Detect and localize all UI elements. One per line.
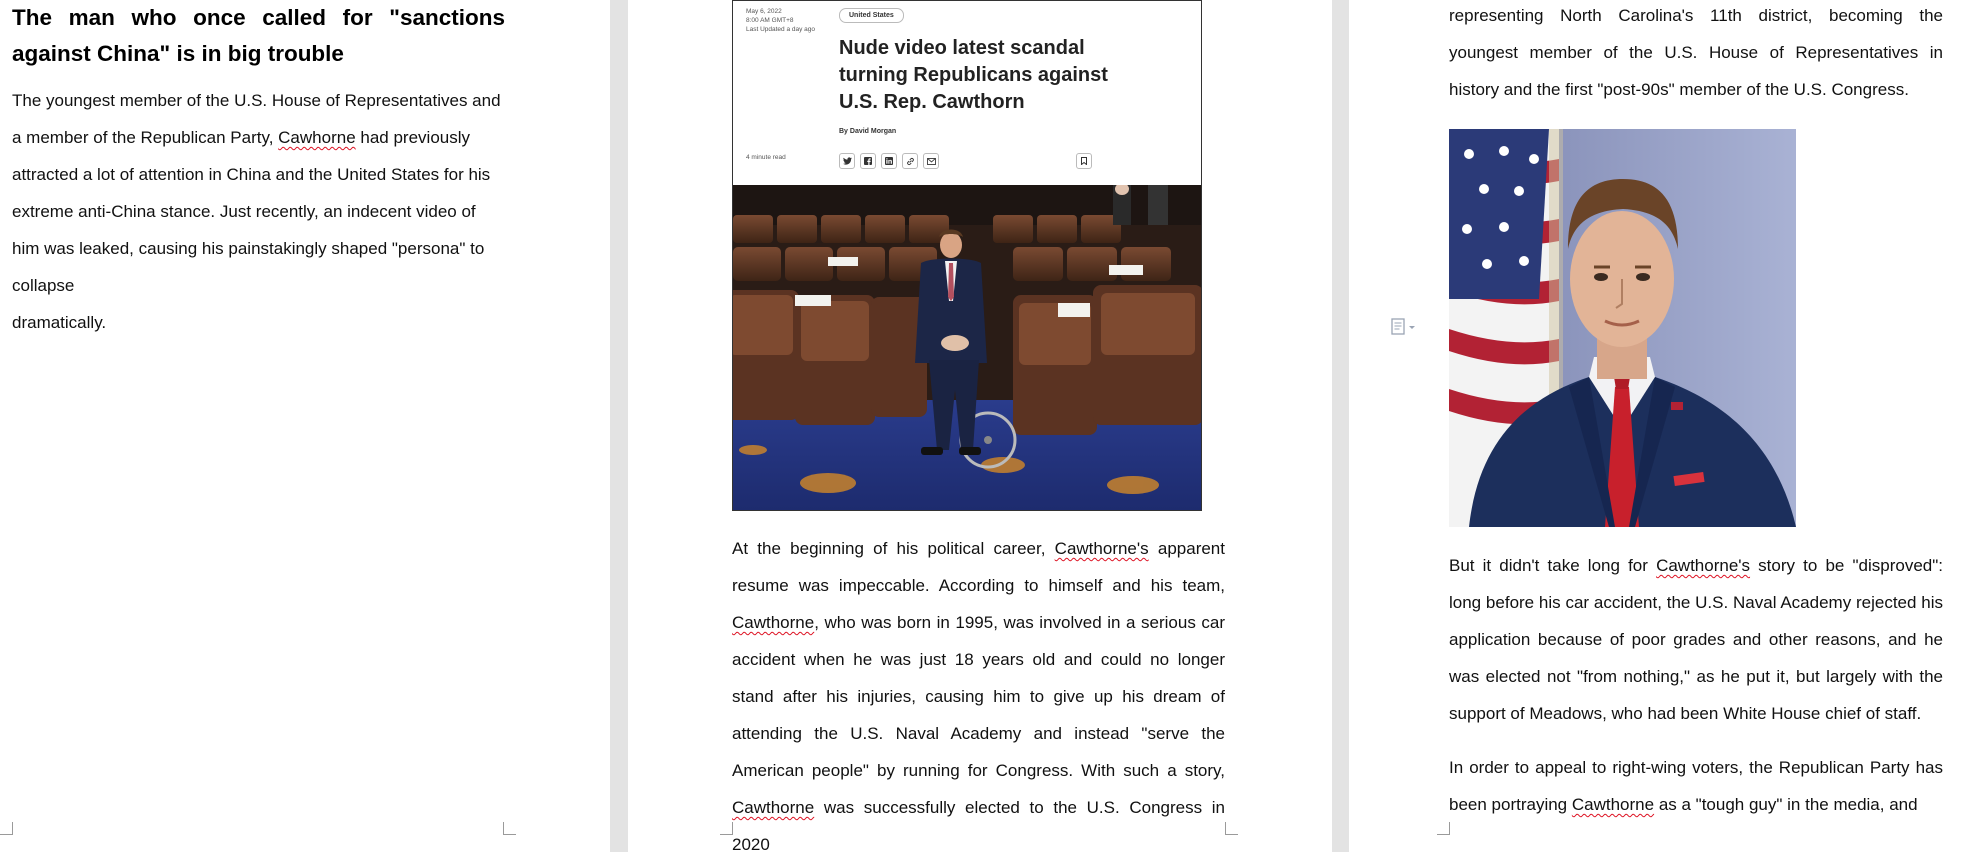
continued-paragraph: representing North Carolina's 11th district, becoming the youngest member of the U.S. House of Representatives in history and the first "post-90s" member of the U.S. Congress. (1449, 6, 1943, 99)
misspelled-word: Cawthorne's (1054, 539, 1149, 558)
link-icon (902, 153, 918, 169)
cawthorn-portrait (1449, 129, 1796, 527)
disproved-paragraph (1449, 547, 1943, 732)
crop-mark (503, 822, 516, 835)
text-run: At the beginning of his political career, (732, 539, 1055, 558)
article-headline: Nude video latest scandal turning Republicans against U.S. Rep. Cawthorn (839, 37, 1108, 113)
email-icon (923, 153, 939, 169)
misspelled-word: Cawthorne (732, 613, 815, 632)
document-page-3 (1349, 0, 1986, 852)
text-run: had previously attracted a lot of attention in China and the United States for his extreme anti-China stance. Just recently, an indecent video of him was leaked, causing his painstakingly shaped "persona" to collapse (12, 128, 491, 295)
text-run: as a "tough guy" in the media, and (1654, 795, 1918, 814)
paste-options-icon[interactable] (1390, 317, 1418, 337)
news-article-screenshot (732, 0, 1202, 511)
misspelled-word: Cawhorne (278, 128, 356, 147)
article-title: The man who once called for "sanctions against China" is in big trouble (12, 5, 505, 66)
bookmark-icon (1076, 153, 1092, 169)
text-run: In order to appeal to right-wing voters, the Republican Party has been portraying (1449, 758, 1943, 814)
career-paragraph (732, 530, 1225, 852)
read-time: 4 minute read (746, 154, 786, 161)
twitter-icon (839, 153, 855, 169)
crop-mark (1437, 822, 1450, 835)
misspelled-word: Cawthorne (732, 798, 815, 817)
text-run: was successfully elected to the U.S. Congress in 2020 (732, 798, 1225, 852)
text-run: But it didn't take long for (1449, 556, 1657, 575)
crop-mark (1225, 822, 1238, 835)
misspelled-word: Cawthorne (1571, 795, 1655, 814)
crop-mark (0, 822, 13, 835)
section-tag: United States (839, 8, 904, 23)
tough-guy-paragraph (1449, 749, 1943, 823)
share-buttons (839, 153, 939, 169)
article-header (733, 1, 1201, 185)
text-run: dramatically. (12, 313, 107, 332)
article-byline: By David Morgan (839, 128, 897, 135)
text-run: , who was born in 1995, was involved in a serious car accident when he was just 18 years old and could no longer stand after his injuries, causing him to give up his dream of attending the U.S. Naval Academy and instead "serve the American people" by running for Congress. With such a story, (732, 613, 1225, 780)
article-date: May 6, 2022 8:00 AM GMT+8 Last Updated a day ago (746, 8, 816, 33)
document-page-2 (628, 0, 1332, 852)
text-run: apparent resume was impeccable. According to himself and his team, (732, 539, 1225, 595)
linkedin-icon (881, 153, 897, 169)
intro-paragraph (12, 82, 505, 341)
document-page-1 (0, 0, 610, 852)
misspelled-word: Cawthorne's (1656, 556, 1751, 575)
facebook-icon (860, 153, 876, 169)
text-run: The youngest member of the U.S. House of Representatives and a member of the Republican Party, (12, 91, 501, 147)
crop-mark (720, 822, 733, 835)
text-run: story to be "disproved": long before his car accident, the U.S. Naval Academy rejected his application because of poor grades and other reasons, and he was elected not "from nothing," as he put it, but largely with the support of Meadows, who had been White House chief of staff. (1449, 556, 1944, 723)
house-chamber-photo (733, 185, 1201, 510)
